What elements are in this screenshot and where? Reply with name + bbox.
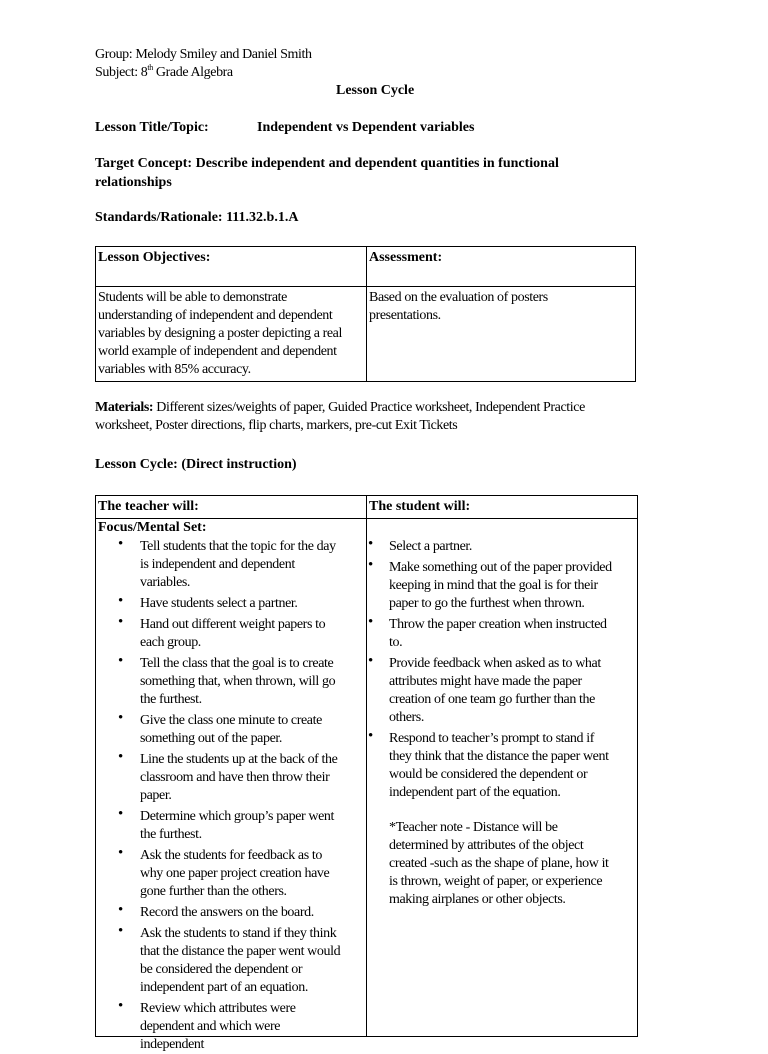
- list-item: [367, 616, 635, 652]
- lesson-title-label: Lesson Title/Topic:: [95, 120, 209, 135]
- bullet-icon: •: [368, 536, 373, 552]
- teacher-note-line: determined by attributes of the object: [389, 838, 584, 853]
- list-item-line: others.: [389, 710, 424, 725]
- materials-label: Materials:: [95, 400, 154, 415]
- list-item-line: Tell the class that the goal is to create: [140, 656, 334, 671]
- list-item: [96, 595, 364, 613]
- bullet-icon: •: [118, 806, 123, 822]
- list-item-line: Throw the paper creation when instructed: [389, 617, 607, 632]
- list-item-line: independent: [140, 1037, 205, 1052]
- teacher-note-line: making airplanes or other objects.: [389, 892, 566, 907]
- list-item-line: Line the students up at the back of the: [140, 752, 338, 767]
- standards-line: Standards/Rationale: 111.32.b.1.A: [95, 210, 299, 225]
- assessment-text-line: presentations.: [369, 308, 441, 323]
- focus-label: Focus/Mental Set:: [98, 520, 207, 535]
- bullet-icon: •: [368, 728, 373, 744]
- subject-sup: th: [147, 63, 153, 72]
- list-item-line: paper to go the furthest when thrown.: [389, 596, 585, 611]
- list-item-line: be considered the dependent or: [140, 962, 303, 977]
- objectives-text-line: Students will be able to demonstrate: [98, 290, 287, 305]
- list-item-line: paper.: [140, 788, 172, 803]
- list-item: [367, 655, 635, 727]
- list-item-line: Record the answers on the board.: [140, 905, 314, 920]
- teacher-header: The teacher will:: [98, 499, 199, 514]
- list-item-line: Have students select a partner.: [140, 596, 298, 611]
- list-item-line: something out of the paper.: [140, 731, 283, 746]
- objectives-text-line: variables with 85% accuracy.: [98, 362, 251, 377]
- assessment-text-line: Based on the evaluation of posters: [369, 290, 548, 305]
- materials-text1: Different sizes/weights of paper, Guided Practice worksheet, Independent Practice: [153, 400, 585, 415]
- list-item-line: Review which attributes were: [140, 1001, 296, 1016]
- bullet-icon: •: [118, 902, 123, 918]
- bullet-icon: •: [118, 998, 123, 1014]
- list-item: [367, 538, 635, 556]
- list-item: [367, 559, 635, 613]
- subject-prefix: Subject: 8: [95, 65, 148, 80]
- list-item-line: would be considered the dependent or: [389, 767, 588, 782]
- list-item: [96, 1000, 364, 1054]
- list-item-line: Ask the students to stand if they think: [140, 926, 337, 941]
- bullet-icon: •: [118, 845, 123, 861]
- bullet-icon: •: [118, 923, 123, 939]
- objectives-text-line: variables by designing a poster depicting a real: [98, 326, 342, 341]
- list-item: [96, 808, 364, 844]
- objectives-table: [95, 246, 636, 382]
- bullet-icon: •: [118, 593, 123, 609]
- list-item: [96, 712, 364, 748]
- list-item-line: independent part of the equation.: [389, 785, 561, 800]
- list-item-line: independent part of an equation.: [140, 980, 308, 995]
- list-item-line: Hand out different weight papers to: [140, 617, 326, 632]
- list-item-line: that the distance the paper went would: [140, 944, 341, 959]
- list-item: [96, 751, 364, 805]
- list-item-line: dependent and which were: [140, 1019, 281, 1034]
- list-item-line: Ask the students for feedback as to: [140, 848, 322, 863]
- list-item-line: Select a partner.: [389, 539, 472, 554]
- teacher-list: [96, 538, 364, 1054]
- target-concept-line2: relationships: [95, 175, 172, 190]
- bullet-icon: •: [368, 614, 373, 630]
- list-item-line: is independent and dependent: [140, 557, 295, 572]
- bullet-icon: •: [118, 614, 123, 630]
- assessment-cell: [367, 287, 636, 382]
- list-item: [96, 925, 364, 997]
- list-item-line: gone further than the others.: [140, 884, 287, 899]
- materials-line1: [95, 400, 585, 416]
- list-item: [367, 730, 635, 802]
- list-item-line: each group.: [140, 635, 201, 650]
- objectives-cell: [96, 287, 367, 382]
- teacher-note-line: *Teacher note - Distance will be: [389, 820, 558, 835]
- list-item-line: something that, when thrown, will go: [140, 674, 336, 689]
- list-item-line: keeping in mind that the goal is for their: [389, 578, 598, 593]
- bullet-icon: •: [118, 710, 123, 726]
- list-item-line: variables.: [140, 575, 191, 590]
- list-item-line: why one paper project creation have: [140, 866, 330, 881]
- objectives-text-line: world example of independent and dependent: [98, 344, 337, 359]
- list-item-line: Give the class one minute to create: [140, 713, 322, 728]
- list-item-line: Provide feedback when asked as to what: [389, 656, 601, 671]
- page-title: Lesson Cycle: [336, 83, 415, 98]
- list-item-line: Determine which group’s paper went: [140, 809, 335, 824]
- teacher-note: [367, 819, 635, 909]
- bullet-icon: •: [368, 653, 373, 669]
- list-item-line: Make something out of the paper provided: [389, 560, 612, 575]
- list-item-line: Tell students that the topic for the day: [140, 539, 336, 554]
- teacher-note-line: created -such as the shape of plane, how it: [389, 856, 609, 871]
- list-item-line: the furthest.: [140, 692, 202, 707]
- list-item-line: to.: [389, 635, 403, 650]
- list-item: [96, 904, 364, 922]
- materials-line2: worksheet, Poster directions, flip charts, markers, pre-cut Exit Tickets: [95, 418, 458, 433]
- list-item: [96, 655, 364, 709]
- list-item: [96, 616, 364, 652]
- subject-line: [95, 65, 233, 81]
- bullet-icon: •: [118, 536, 123, 552]
- list-item-line: Respond to teacher’s prompt to stand if: [389, 731, 594, 746]
- list-item: [96, 847, 364, 901]
- objectives-text-line: understanding of independent and dependent: [98, 308, 333, 323]
- bullet-icon: •: [118, 749, 123, 765]
- bullet-icon: •: [368, 557, 373, 573]
- student-header: The student will:: [369, 499, 471, 514]
- list-item: [96, 538, 364, 592]
- list-item-line: the furthest.: [140, 827, 202, 842]
- student-bullet-list: [367, 538, 635, 802]
- student-list: [367, 538, 635, 909]
- cycle-table: [95, 495, 638, 1052]
- list-item-line: classroom and have then throw their: [140, 770, 330, 785]
- group-line: Group: Melody Smiley and Daniel Smith: [95, 47, 312, 62]
- bullet-icon: •: [118, 653, 123, 669]
- teacher-bullet-list: [96, 538, 364, 1054]
- list-item-line: attributes might have made the paper: [389, 674, 582, 689]
- assessment-header: Assessment:: [367, 247, 636, 287]
- teacher-note-line: is thrown, weight of paper, or experience: [389, 874, 603, 889]
- target-concept-line1: Target Concept: Describe independent and dependent quantities in functional: [95, 156, 559, 171]
- list-item-line: creation of one team go further than the: [389, 692, 595, 707]
- cycle-header-rule: [96, 518, 637, 519]
- objectives-header: Lesson Objectives:: [96, 247, 367, 287]
- list-item-line: they think that the distance the paper went: [389, 749, 609, 764]
- subject-suffix: Grade Algebra: [152, 65, 233, 80]
- cycle-heading: Lesson Cycle: (Direct instruction): [95, 457, 297, 472]
- lesson-title-value: Independent vs Dependent variables: [257, 120, 475, 135]
